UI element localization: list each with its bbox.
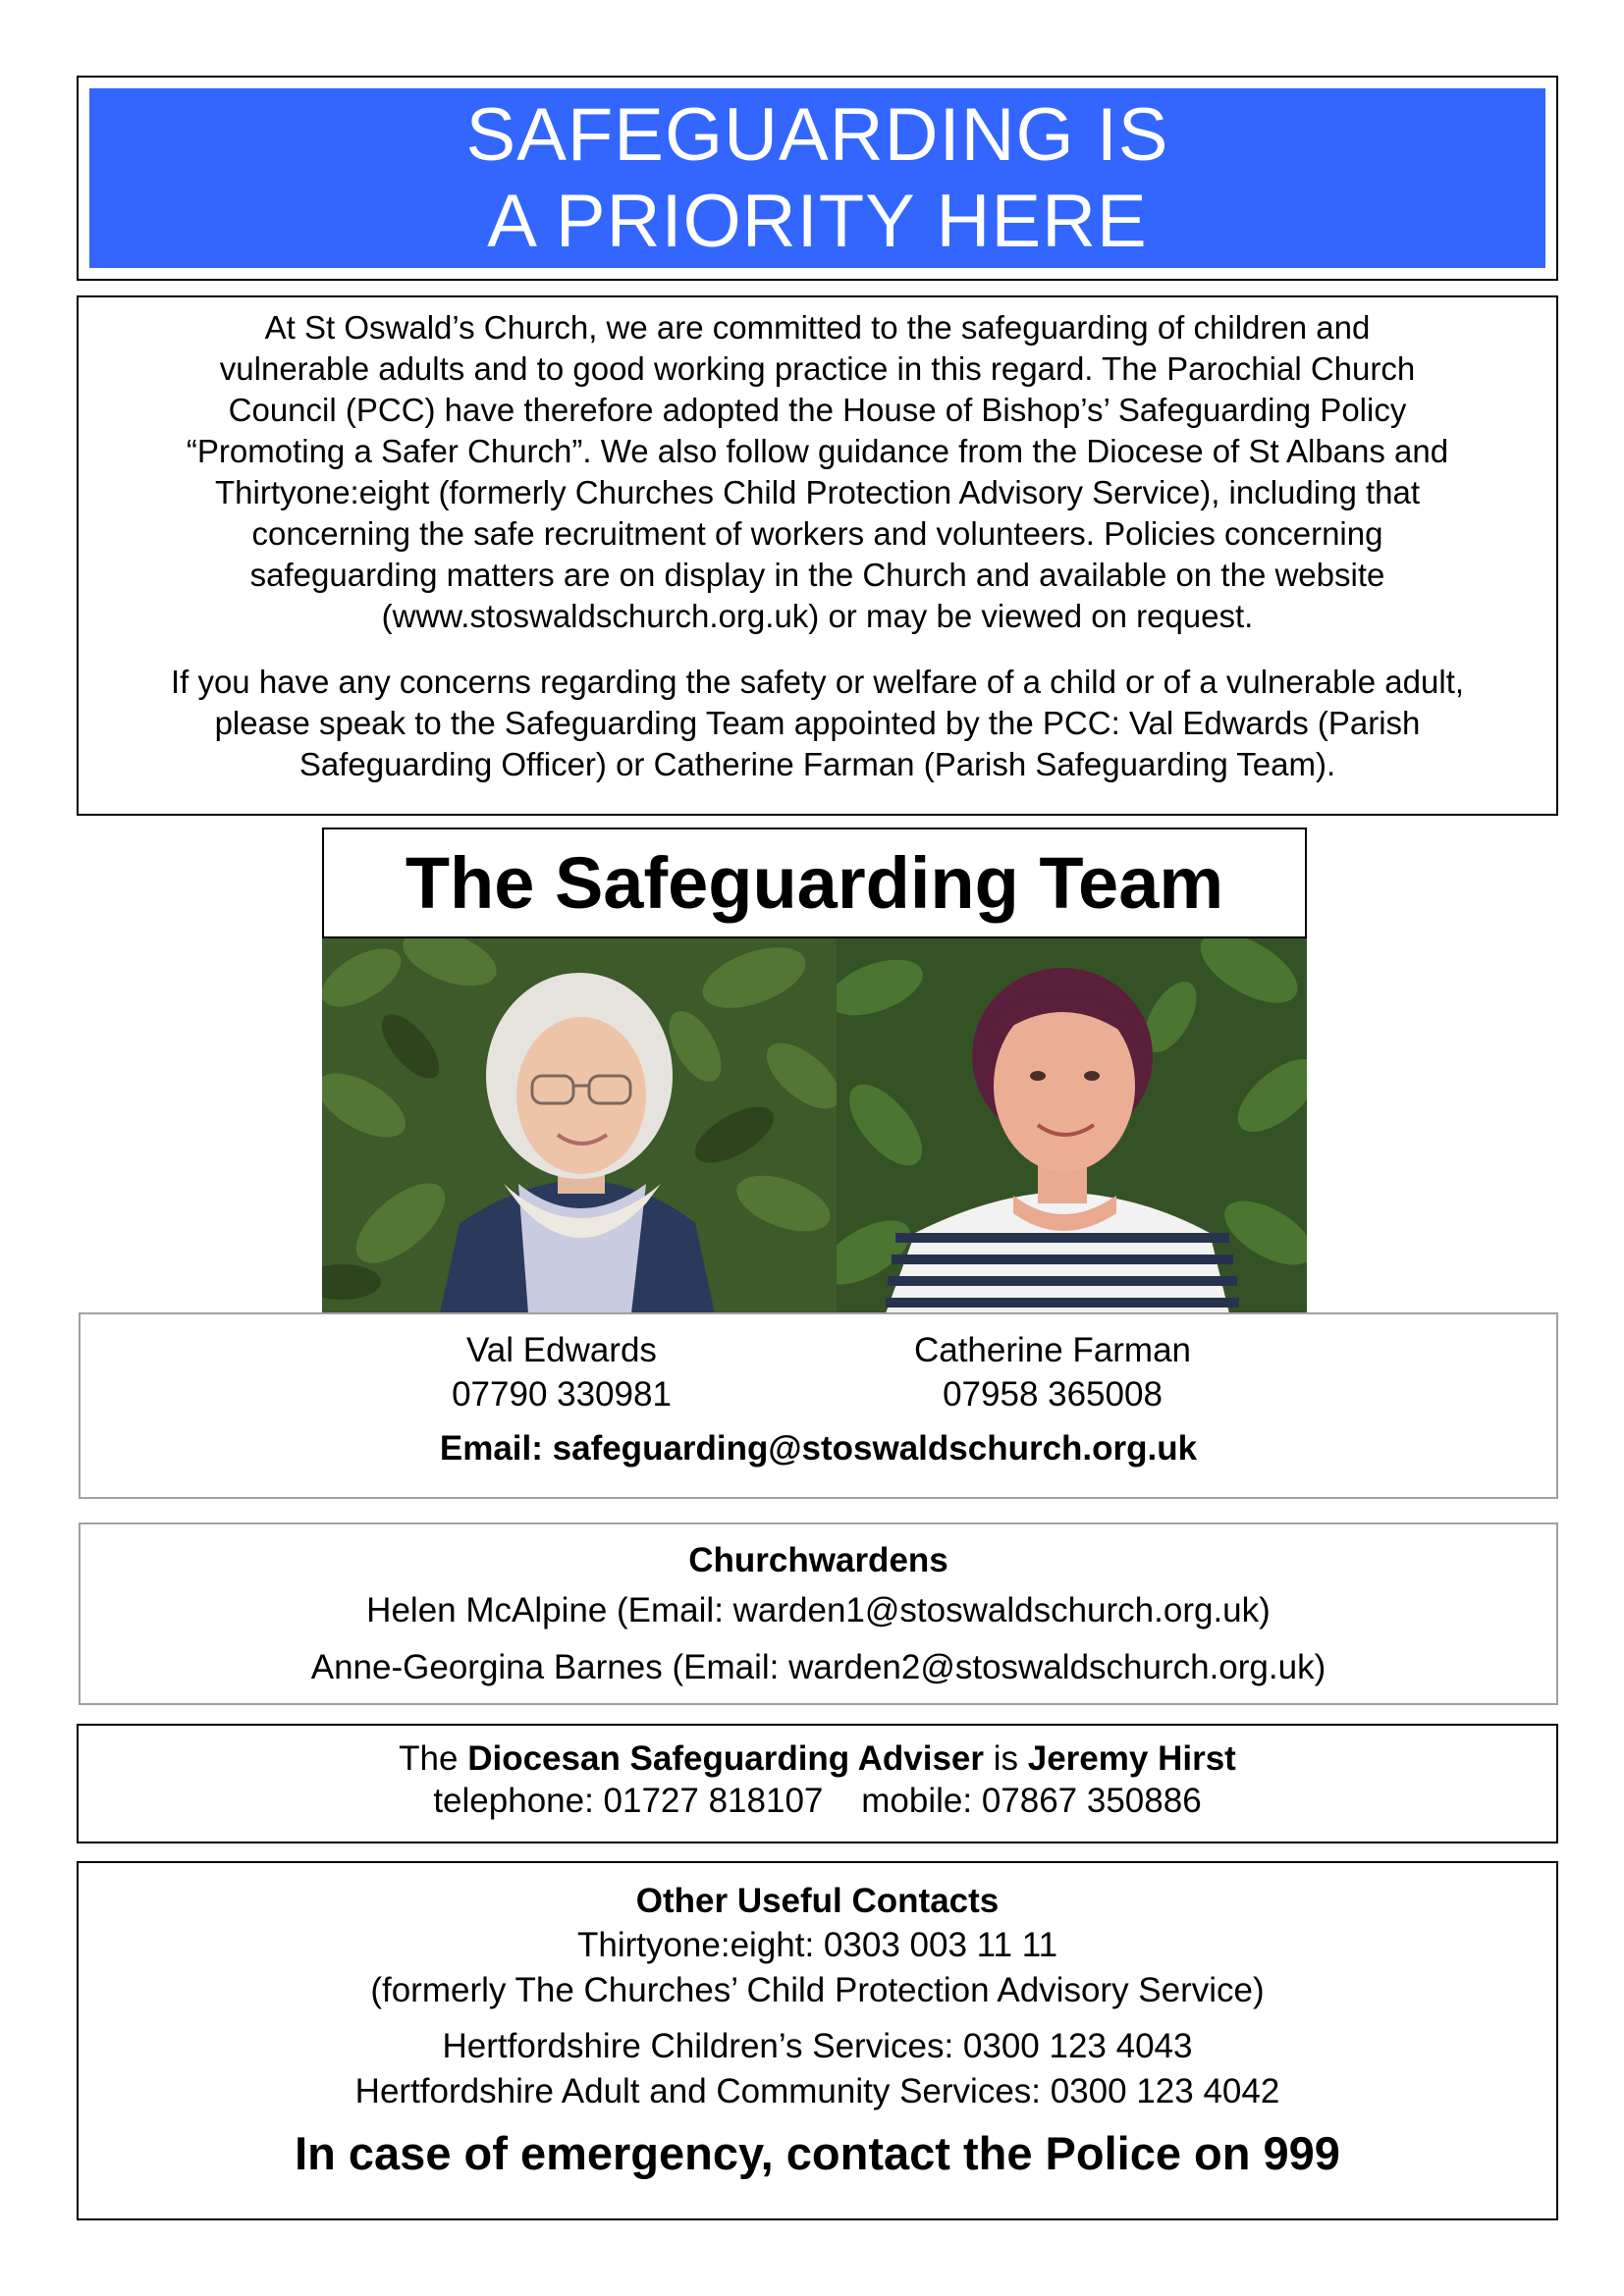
person-name: Catherine Farman bbox=[913, 1331, 1192, 1369]
adviser-role: Diocesan Safeguarding Adviser bbox=[467, 1739, 985, 1778]
warden-line: Anne-Georgina Barnes (Email: warden2@stoswaldschurch.org.uk) bbox=[310, 1648, 1326, 1686]
intro-line: Thirtyone:eight (formerly Churches Child Protection Advisory Service), including that bbox=[214, 474, 1421, 510]
churchwardens-box bbox=[79, 1522, 1558, 1705]
team-contacts-box bbox=[79, 1312, 1558, 1499]
intro-line: Safeguarding Officer) or Catherine Farman (Parish Safeguarding Team). bbox=[298, 746, 1336, 782]
other-line: Hertfordshire Children’s Services: 0300 123 4043 bbox=[442, 2027, 1193, 2065]
intro-paragraph-1 bbox=[98, 307, 1537, 637]
person-name: Val Edwards bbox=[466, 1331, 657, 1369]
person-phone: 07790 330981 bbox=[452, 1375, 672, 1414]
churchwardens-title: Churchwardens bbox=[688, 1541, 948, 1579]
intro-line: (www.stoswaldschurch.org.uk) or may be viewed on request. bbox=[381, 598, 1254, 634]
diocesan-adviser-box bbox=[77, 1724, 1558, 1843]
adviser-line bbox=[79, 1737, 1556, 1780]
other-line: Thirtyone:eight: 0303 003 11 11 bbox=[576, 1926, 1058, 1964]
person-val-edwards bbox=[429, 1328, 694, 1416]
header-line-1: SAFEGUARDING IS bbox=[465, 92, 1169, 177]
adviser-is: is bbox=[984, 1739, 1028, 1778]
other-line: (formerly The Churches’ Child Protection Advisory Service) bbox=[370, 1971, 1265, 2009]
adviser-name: Jeremy Hirst bbox=[1027, 1739, 1236, 1778]
header-box bbox=[77, 76, 1558, 281]
intro-box bbox=[77, 295, 1558, 816]
photo-val-edwards bbox=[322, 938, 837, 1313]
intro-line: Council (PCC) have therefore adopted the House of Bishop’s’ Safeguarding Policy bbox=[228, 392, 1407, 428]
intro-line: please speak to the Safeguarding Team appointed by the PCC: Val Edwards (Parish bbox=[214, 705, 1421, 741]
warden-line: Helen McAlpine (Email: warden1@stoswaldschurch.org.uk) bbox=[366, 1591, 1271, 1629]
team-email: Email: safeguarding@stoswaldschurch.org.uk bbox=[439, 1429, 1198, 1468]
intro-line: vulnerable adults and to good working practice in this regard. The Parochial Church bbox=[219, 350, 1416, 387]
other-contacts-box bbox=[77, 1861, 1558, 2220]
intro-line: At St Oswald’s Church, we are committed to the safeguarding of children and bbox=[264, 309, 1371, 346]
person-phone: 07958 365008 bbox=[943, 1375, 1163, 1414]
header-line-2: A PRIORITY HERE bbox=[487, 179, 1148, 263]
team-title: The Safeguarding Team bbox=[322, 828, 1307, 938]
other-line: Hertfordshire Adult and Community Services: 0300 123 4042 bbox=[354, 2072, 1280, 2110]
person-catherine-farman bbox=[886, 1328, 1219, 1416]
intro-line: “Promoting a Safer Church”. We also follow guidance from the Diocese of St Albans and bbox=[186, 433, 1449, 469]
photo-catherine-farman bbox=[837, 938, 1307, 1313]
other-contacts-title: Other Useful Contacts bbox=[635, 1882, 1000, 1920]
intro-line: concerning the safe recruitment of workers and volunteers. Policies concerning bbox=[251, 515, 1383, 552]
intro-paragraph-2 bbox=[98, 662, 1537, 785]
adviser-prefix: The bbox=[399, 1739, 468, 1778]
emergency-line: In case of emergency, contact the Police on 999 bbox=[295, 2127, 1340, 2179]
header-banner bbox=[89, 88, 1545, 268]
intro-line: If you have any concerns regarding the safety or welfare of a child or of a vulnerable adult, bbox=[170, 664, 1465, 700]
intro-line: safeguarding matters are on display in the Church and available on the website bbox=[249, 557, 1385, 593]
adviser-phones: telephone: 01727 818107 mobile: 07867 350886 bbox=[433, 1782, 1202, 1820]
